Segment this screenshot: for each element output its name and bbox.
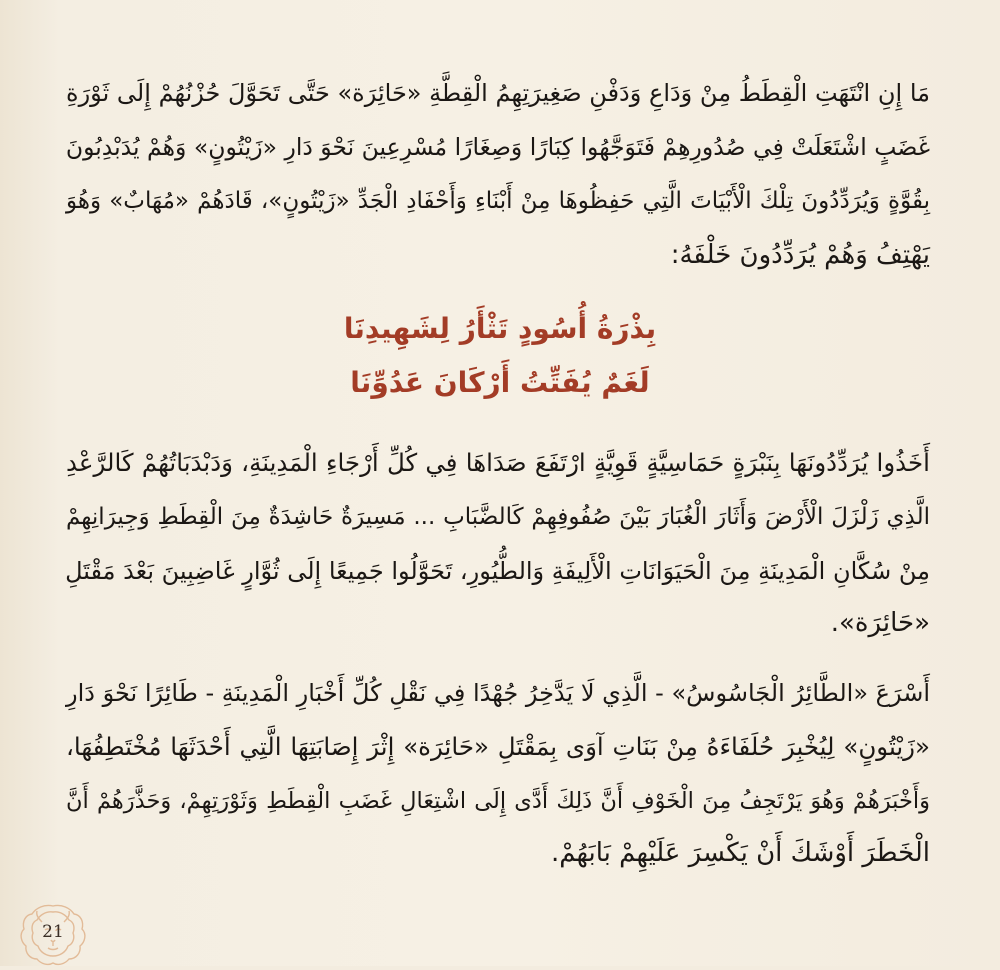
paragraph-2-line-3: مِنْ سُكَّانِ الْمَدِينَةِ مِنَ الْحَيَوَانَاتِ الْأَلِيفَةِ وَالطُّيُورِ، تَحَوَّلُوا جَمِيعًا إِلَى ثُوَّارٍ غَاضِبِينَ بَعْدَ مَقْتَلِ (65, 557, 930, 585)
paragraph-2-line-4: «حَائِرَة». (830, 608, 930, 638)
paragraph-3-line-2: «زَيْتُونٍ» لِيُخْبِرَ حُلَفَاءَهُ مِنْ بَنَاتِ آوَى بِمَقْتَلِ «حَائِرَة» إِثْرَ إِصَابَتِهَا الَّتِي أَحْدَثَهَا مُخْتَطِفُهَا، (66, 732, 930, 761)
paragraph-1-line-3: بِقُوَّةٍ وَيُرَدِّدُونَ تِلْكَ الْأَبْيَاتَ الَّتِي حَفِظُوهَا مِنْ أَبْنَاءِ وَأَحْفَادِ الْجَدِّ «زَيْتُونٍ»، قَادَهُمْ «مُهَابٌ» وَهُوَ (66, 188, 930, 214)
page-number: 21 (42, 922, 64, 942)
paragraph-1-line-4: يَهْتِفُ وَهُمْ يُرَدِّدُونَ خَلْفَهُ: (670, 240, 930, 270)
paragraph-2-line-1: أَخَذُوا يُرَدِّدُونَهَا بِنَبْرَةٍ حَمَاسِيَّةٍ قَوِيَّةٍ ارْتَفَعَ صَدَاهَا فِي كُلِّ أَرْجَاءِ الْمَدِينَةِ، وَدَبْدَبَاتُهُمْ كَالرَّعْدِ (66, 448, 930, 477)
paragraph-3-line-1: أَسْرَعَ «الطَّائِرُ الْجَاسُوسُ» - الَّذِي لَا يَدَّخِرُ جُهْدًا فِي نَقْلِ كُلِّ أَخْبَارِ الْمَدِينَةِ - طَائِرًا نَحْوَ دَارِ (66, 679, 930, 707)
verse-line-1: بِذْرَةُ أُسُودٍ تَثْأَرُ لِشَهِيدِنَا (343, 312, 657, 345)
paragraph-3-line-4: الْخَطَرَ أَوْشَكَ أَنْ يَكْسِرَ عَلَيْهِمْ بَابَهُمْ. (550, 838, 930, 868)
paragraph-1-line-2: غَضَبٍ اشْتَعَلَتْ فِي صُدُورِهِمْ فَتَوَجَّهُوا كِبَارًا وَصِغَارًا مُسْرِعِينَ نَحْوَ دَارِ «زَيْتُونٍ» وَهُمْ يُدَبْدِبُونَ (65, 133, 930, 161)
paragraph-2-line-2: الَّذِي زَلْزَلَ الْأَرْضَ وَأَثَارَ الْغُبَارَ بَيْنَ صُفُوفِهِمْ كَالضَّبَابِ ... مَسِيرَةٌ حَاشِدَةٌ مِنَ الْقِطَطِ وَجِيرَانِهِمْ (66, 504, 930, 530)
paragraph-3-line-3: وَأَخْبَرَهُمْ وَهُوَ يَرْتَجِفُ مِنَ الْخَوْفِ أَنَّ ذَلِكَ أَدَّى إِلَى اشْتِعَالِ غَضَبِ الْقِطَطِ وَثَوْرَتِهِمْ، وَحَذَّرَهُمْ أَنَّ (66, 788, 930, 814)
paragraph-1-line-1: مَا إِنِ انْتَهَتِ الْقِطَطُ مِنْ وَدَاعِ وَدَفْنِ صَغِيرَتِهِمُ الْقِطَّةِ «حَائِرَة» حَتَّى تَحَوَّلَ حُزْنُهُمْ إِلَى ثَوْرَةِ (66, 79, 930, 107)
verse-line-2: لَغَمٌ يُفَتِّتُ أَرْكَانَ عَدُوِّنَا (350, 366, 650, 399)
page-footer (18, 900, 88, 966)
